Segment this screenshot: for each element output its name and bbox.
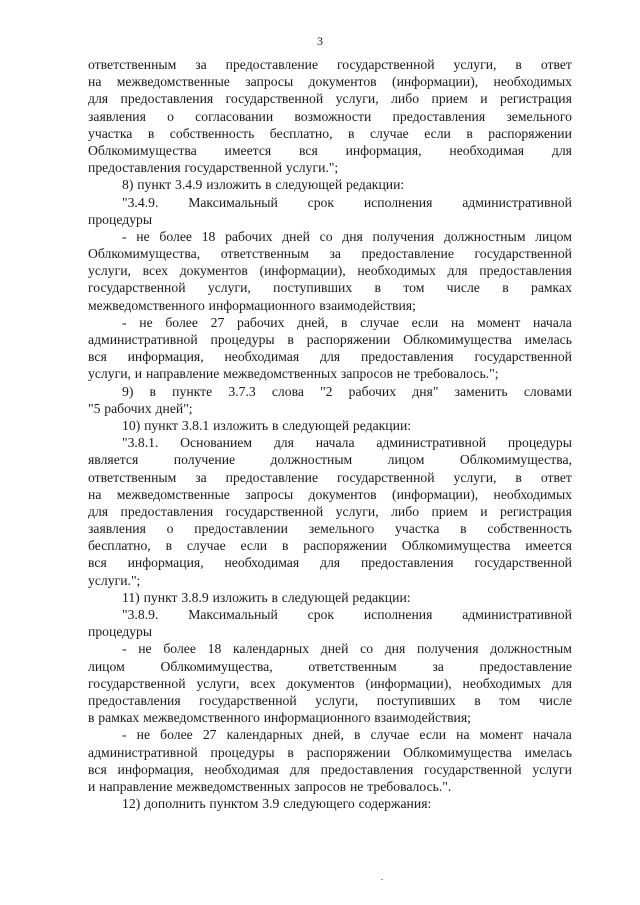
text-line: Облкомимущества имеется вся информация, необходимая для [88, 142, 572, 158]
text-line: "3.8.1. Основанием для начала административной процедуры [122, 435, 572, 451]
text-line: предоставления государственной услуги."; [88, 160, 339, 176]
text-line: предоставления государственной услуги, поступивших в том числе [88, 692, 572, 708]
text-line: участка в собственность бесплатно, в случае если в распоряжении [88, 125, 572, 141]
text-line: процедуры [88, 211, 153, 227]
text-line: 12) дополнить пунктом 3.9 следующего содержания: [122, 796, 432, 812]
text-line: на межведомственные запросы документов (информации), необходимых [88, 486, 572, 502]
text-line: Облкомимущества, ответственным за предоставление государственной [88, 246, 572, 262]
text-line: 9) в пункте 3.7.3 слова "2 рабочих дня" заменить словами [122, 383, 572, 399]
text-line: ответственным за предоставление государственной услуги, в ответ [88, 469, 572, 485]
text-line: "3.8.9. Максимальный срок исполнения административной [122, 607, 572, 622]
text-line: лицом Облкомимущества, ответственным за предоставление [88, 658, 572, 674]
text-line: процедуры [88, 624, 153, 640]
text-line: 11) пункт 3.8.9 изложить в следующей редакции: [122, 589, 411, 605]
text-line: государственной услуги, поступивших в том числе в рамках [88, 280, 572, 296]
text-line: для предоставления государственной услуги, либо прием и регистрация [88, 91, 572, 107]
page-number: 3 [317, 34, 323, 48]
text-line: и направление межведомственных запросов не требовалось.". [88, 778, 452, 794]
text-line: вся информация, необходимая для предоставления государственной [88, 349, 572, 365]
text-line: ответственным за предоставление государственной услуги, в ответ [88, 57, 572, 72]
text-line: вся информация, необходимая для предоставления государственной [88, 555, 572, 571]
text-line: вся информация, необходимая для предоставления государственной услуги [88, 761, 572, 777]
text-line: в рамках межведомственного информационного взаимодействия; [88, 710, 471, 726]
text-line: 10) пункт 3.8.1 изложить в следующей редакции: [122, 417, 412, 433]
text-line: - не более 18 рабочих дней со дня получения должностным лицом [122, 228, 572, 244]
text-line: на межведомственные запросы документов (информации), необходимых [88, 74, 572, 90]
text-line: 8) пункт 3.4.9 изложить в следующей редакции: [122, 177, 405, 193]
text-line: услуги, и направление межведомственных запросов не требовалось."; [88, 366, 499, 382]
text-line: - не более 18 календарных дней со дня получения должностным [122, 641, 572, 657]
text-line: административной процедуры в распоряжении Облкомимущества имелась [88, 332, 572, 347]
text-line: заявления о предоставлении земельного участка в собственность [88, 521, 572, 537]
scan-speck [381, 879, 383, 880]
text-line: является получение должностным лицом Облкомимущества, [88, 452, 572, 468]
text-line: государственной услуги, всех документов (информации), необходимых для [88, 675, 572, 691]
text-line: межведомственного информационного взаимодействия; [88, 297, 416, 313]
text-line: услуги."; [88, 572, 141, 588]
text-line: - не более 27 рабочих дней, в случае если на момент начала [122, 314, 572, 330]
text-line: для предоставления государственной услуги, либо прием и регистрация [88, 503, 572, 519]
text-line: "3.4.9. Максимальный срок исполнения административной [122, 194, 572, 210]
text-line: заявления о согласовании возможности предоставления земельного [88, 108, 572, 124]
text-line: - не более 27 календарных дней, в случае если на момент начала [122, 727, 572, 743]
document-body [88, 56, 572, 812]
text-line: "5 рабочих дней"; [88, 400, 193, 416]
text-line: бесплатно, в случае если в распоряжении Облкомимущества имеется [88, 538, 572, 554]
text-line: административной процедуры в распоряжении Облкомимущества имелась [88, 744, 572, 760]
text-line: услуги, всех документов (информации), необходимых для предоставления [88, 263, 572, 279]
